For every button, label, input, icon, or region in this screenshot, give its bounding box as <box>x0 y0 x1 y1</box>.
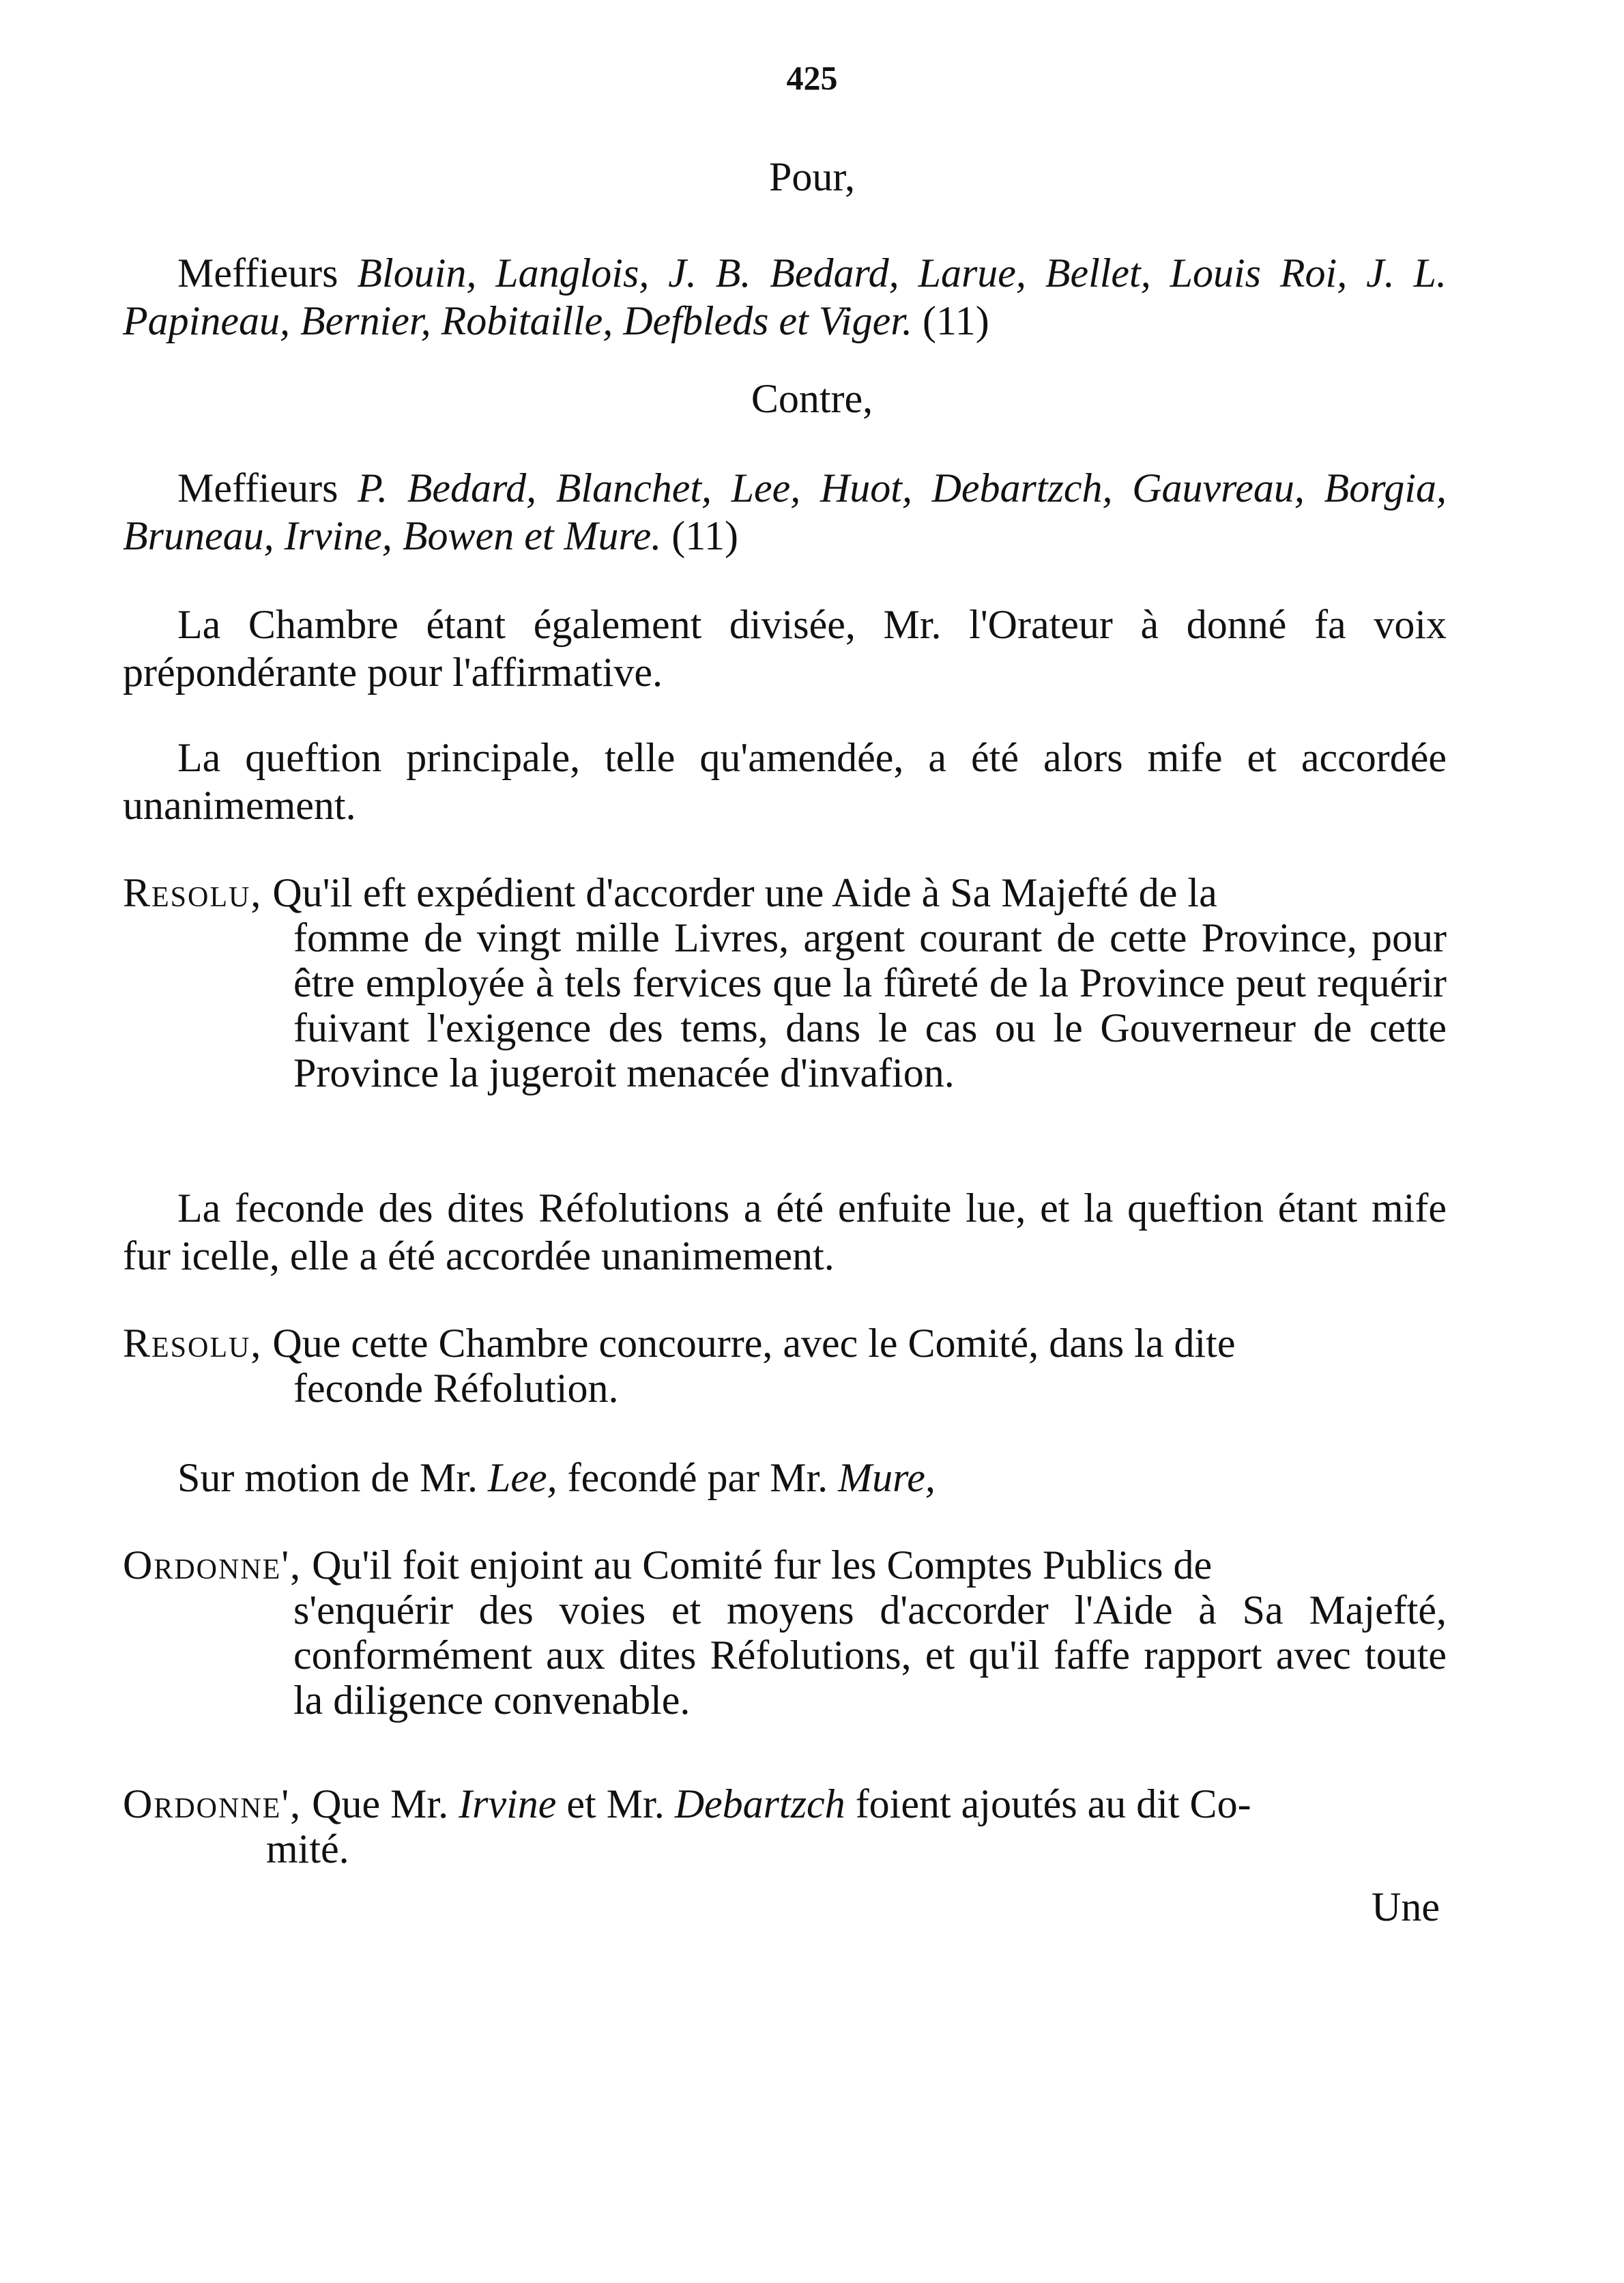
motion-mover: Lee, <box>488 1455 557 1500</box>
order-2 <box>123 1781 1447 1871</box>
order-text-c: foient ajoutés au dit Co- <box>855 1781 1251 1826</box>
pour-count: (11) <box>923 298 989 343</box>
motion-mid: fecondé par Mr. <box>567 1455 828 1500</box>
resolution-body: fomme de vingt mille Livres, argent courant de cette Province, pour être employée à tels fervices que la fûreté de la Province peut requérir fuivant l'exigence des tems, dans le cas ou le Gouverneur de cette Province la jugeroit menacée d'invafion. <box>293 915 1447 1095</box>
motion-prefix: Sur motion de Mr. <box>177 1455 478 1500</box>
resolution-2 <box>123 1321 1447 1411</box>
order-body: s'enquérir des voies et moyens d'accorder l'Aide à Sa Majefté, conformément aux dites Réfolutions, et qu'il faffe rapport avec toute la diligence convenable. <box>293 1588 1447 1723</box>
paragraph-second-resolution: La feconde des dites Réfolutions a été enfuite lue, et la queftion étant mife fur icelle, elle a été accordée unanimement. <box>123 1186 1447 1278</box>
order-1 <box>123 1542 1447 1723</box>
resolution-label: Resolu, <box>123 1321 263 1366</box>
page-number: 425 <box>786 59 838 97</box>
order-label: Ordonne', <box>123 1781 302 1826</box>
order-label: Ordonne', <box>123 1542 302 1588</box>
resolution-body: feconde Réfolution. <box>293 1366 619 1411</box>
order-text-b: et Mr. <box>566 1781 665 1826</box>
motion-line <box>123 1454 1447 1502</box>
pour-names: Blouin, Langlois, J. B. Bedard, Larue, Bellet, Louis Roi, J. L. Papineau, Bernier, Robitaille, Defbleds et Viger. <box>123 250 1447 343</box>
catchword: Une <box>1372 1884 1440 1929</box>
order-body: mité. <box>266 1826 349 1871</box>
contre-names: P. Bedard, Blanchet, Lee, Huot, Debartzch, Gauvreau, Borgia, Bruneau, Irvine, Bowen et Mure. <box>123 465 1447 558</box>
contre-prefix: Meffieurs <box>177 465 338 511</box>
pour-heading: Pour, <box>769 154 855 199</box>
order-name-debartzch: Debartzch <box>674 1781 845 1826</box>
order-text-a: Que Mr. <box>312 1781 449 1826</box>
pour-list <box>123 249 1447 345</box>
resolution-1 <box>123 870 1447 1095</box>
contre-heading: Contre, <box>751 376 873 421</box>
order-first-line: Qu'il foit enjoint au Comité fur les Comptes Publics de <box>312 1542 1213 1588</box>
pour-prefix: Meffieurs <box>177 250 338 296</box>
order-name-irvine: Irvine <box>459 1781 557 1826</box>
resolution-label: Resolu, <box>123 870 263 915</box>
resolution-first-line: Que cette Chambre concourre, avec le Comité, dans la dite <box>272 1321 1236 1366</box>
contre-list <box>123 464 1447 560</box>
paragraph-question: La queftion principale, telle qu'amendée, a été alors mife et accordée unanimement. <box>123 735 1447 828</box>
contre-count: (11) <box>671 513 738 558</box>
motion-seconder: Mure, <box>838 1455 936 1500</box>
paragraph-vote: La Chambre étant également divisée, Mr. l'Orateur à donné fa voix prépondérante pour l'affirmative. <box>123 602 1447 695</box>
resolution-first-line: Qu'il eft expédient d'accorder une Aide à Sa Majefté de la <box>272 870 1217 915</box>
